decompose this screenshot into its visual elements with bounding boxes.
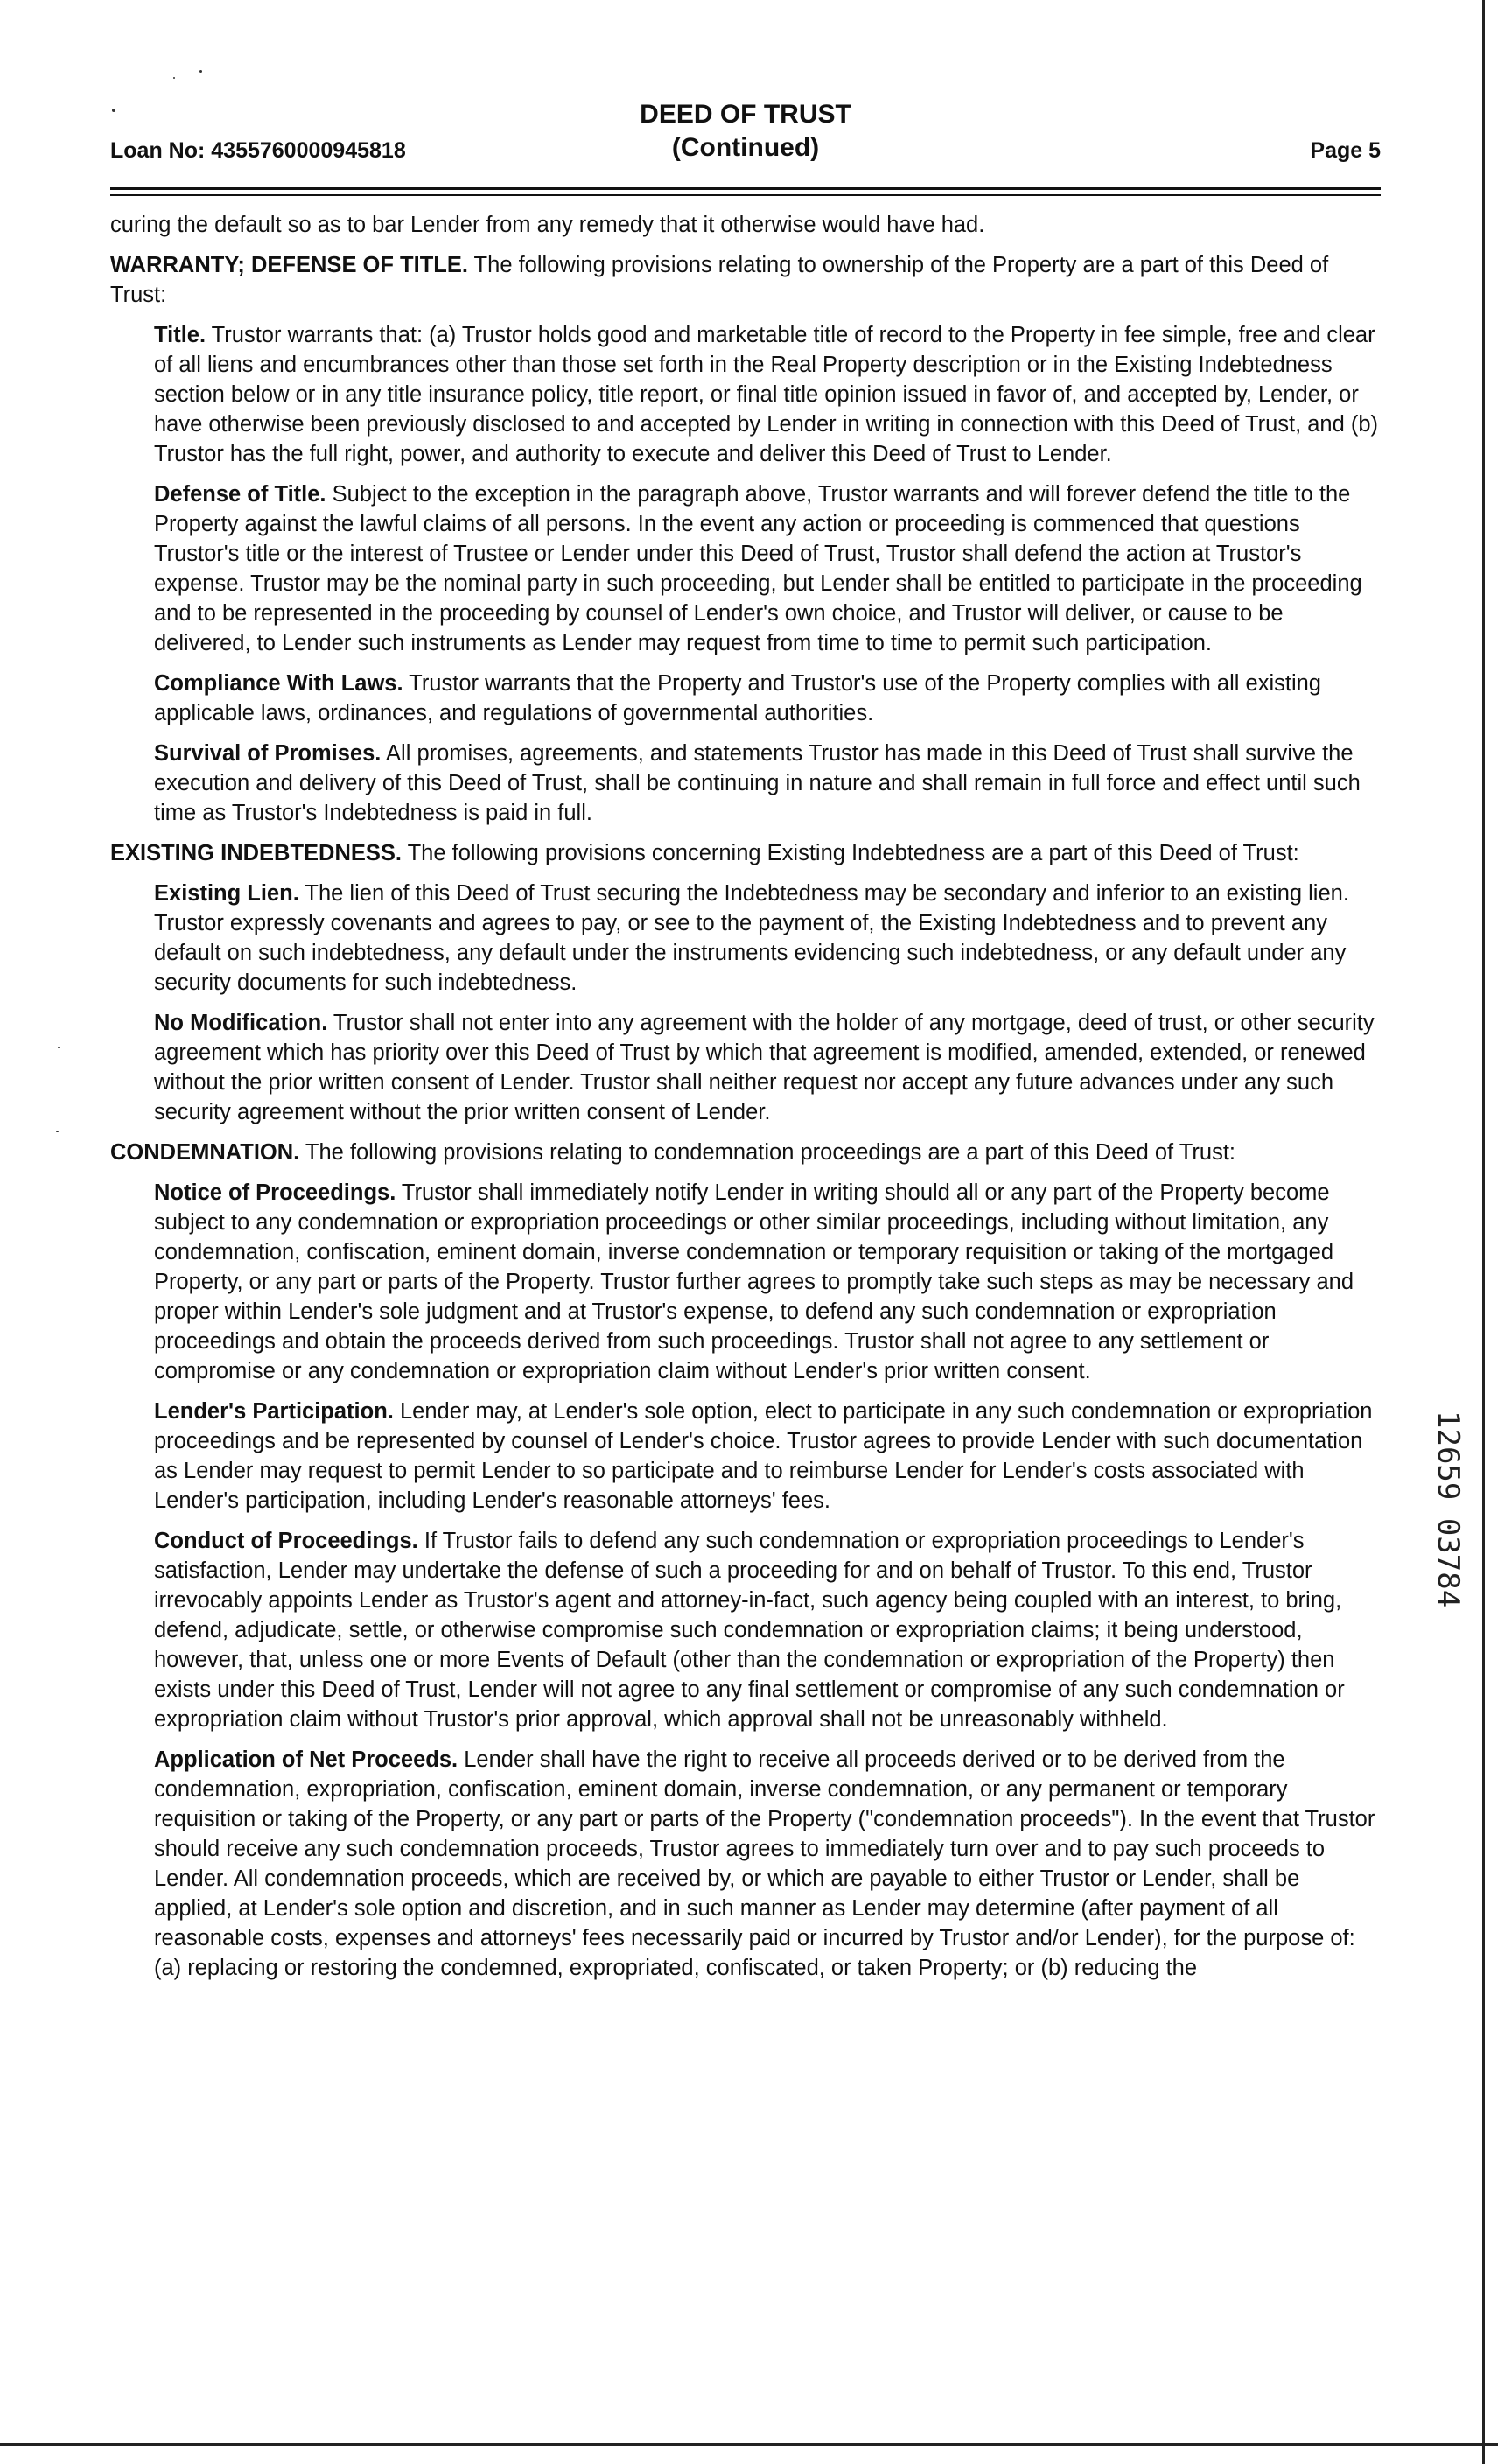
scan-speck (200, 70, 202, 73)
section-paragraph (110, 250, 1381, 310)
paragraph-heading: Existing Lien. (154, 881, 299, 906)
paragraph-heading: Defense of Title. (154, 482, 326, 507)
paragraph-text: Trustor shall immediately notify Lender in writing should all or any part of the Property become subject to any condemnation or expropriation proceedings or other similar proceedings, including without limitation, any condemnation, confiscation, eminent domain, inverse condemnation or temporary requisition or taking of the mortgaged Property, or any part or parts of the Property. Trustor further agrees to promptly take such steps as may be necessary and proper within Lender's sole judgment and at Trustor's expense, to defend any such condemnation or expropriation proceedings and obtain the proceeds derived from such proceedings. Trustor shall not agree to any settlement or compromise or any condemnation or expropriation claim without Lender's prior written consent. (154, 1180, 1354, 1383)
paragraph-text: All promises, agreements, and statements Trustor has made in this Deed of Trust shall survive the execution and delivery of this Deed of Trust, shall be continuing in nature and shall remain in full force and effect until such time as Trustor's Indebtedness is paid in full. (154, 741, 1361, 825)
margin-recording-number: 12659 03784 (1431, 1410, 1466, 1608)
page-header (110, 96, 1381, 166)
scan-speck (56, 1130, 59, 1132)
page-right-border (1482, 0, 1485, 2464)
subsection-paragraph (110, 1745, 1381, 1983)
page-bottom-border (0, 2443, 1498, 2446)
document-body (110, 210, 1381, 1993)
section-paragraph (110, 210, 1381, 240)
paragraph-heading: WARRANTY; DEFENSE OF TITLE. (110, 253, 468, 277)
title-line-1: DEED OF TRUST (640, 100, 851, 129)
document-title (110, 98, 1381, 164)
section-paragraph (110, 1138, 1381, 1167)
subsection-paragraph (110, 1178, 1381, 1386)
paragraph-text: Subject to the exception in the paragraph above, Trustor warrants and will forever defend the title to the Property against the lawful claims of all persons. In the event any action or proceeding is commenced that questions Trustor's title or the interest of Trustee or Lender under this Deed of Trust, Trustor shall defend the action at Trustor's expense. Trustor may be the nominal party in such proceeding, but Lender shall be entitled to participate in the proceeding and to be represented in the proceeding by counsel of Lender's own choice, and Trustor will deliver, or cause to be delivered, to Lender such instruments as Lender may request from time to time to permit such participation. (154, 482, 1362, 655)
subsection-paragraph (110, 480, 1381, 658)
paragraph-text: The following provisions relating to condemnation proceedings are a part of this Deed of Trust: (299, 1140, 1236, 1165)
header-rule (110, 187, 1381, 190)
paragraph-text: If Trustor fails to defend any such condemnation or expropriation proceedings to Lender's satisfaction, Lender may undertake the defense of such a proceeding for and on behalf of Trustor. To this end, Trustor irrevocably appoints Lender as Trustor's agent and attorney-in-fact, such agency being coupled with an interest, to bring, defend, adjudicate, settle, or otherwise compromise such condemnation or expropriation claims; it being understood, however, that, unless one or more Events of Default (other than the condemnation or expropriation of the Property) then exists under this Deed of Trust, Lender will not agree to any final settlement or compromise of any such condemnation or expropriation claim without Trustor's prior approval, which approval shall not be unreasonably withheld. (154, 1529, 1345, 1732)
paragraph-heading: Notice of Proceedings. (154, 1180, 396, 1205)
paragraph-heading: CONDEMNATION. (110, 1140, 300, 1165)
paragraph-text: curing the default so as to bar Lender from any remedy that it otherwise would have had. (110, 213, 985, 237)
paragraph-heading: Application of Net Proceeds. (154, 1747, 458, 1772)
paragraph-heading: Survival of Promises. (154, 741, 382, 766)
paragraph-heading: Compliance With Laws. (154, 671, 403, 696)
paragraph-heading: Lender's Participation. (154, 1399, 394, 1424)
paragraph-text: Lender shall have the right to receive all proceeds derived or to be derived from the condemnation, expropriation, confiscation, eminent domain, inverse condemnation, or any permanent or temporary requisition or taking of the Property, or any part or parts of the Property ("condemnation proceeds"). In the event that Trustor should receive any such condemnation proceeds, Trustor agrees to immediately turn over and to pay such proceeds to Lender. All condemnation proceeds, which are received by, or which are payable to either Trustor or Lender, shall be applied, at Lender's sole option and discretion, and in such manner as Lender may determine (after payment of all reasonable costs, expenses and attorneys' fees necessarily paid or incurred by Trustor and/or Lender), for the purpose of: (a) replacing or restoring the condemned, expropriated, confiscated, or taken Property; or (b) reducing the (154, 1747, 1376, 1980)
section-paragraph (110, 838, 1381, 868)
subsection-paragraph (110, 1526, 1381, 1734)
subsection-paragraph (110, 668, 1381, 728)
paragraph-heading: Conduct of Proceedings. (154, 1529, 418, 1553)
loan-number: Loan No: 4355760000945818 (110, 138, 406, 163)
scan-speck (173, 77, 175, 79)
paragraph-text: Trustor warrants that the Property and Trustor's use of the Property complies with all existing applicable laws, ordinances, and regulations of governmental authorities. (154, 671, 1321, 725)
paragraph-heading: No Modification. (154, 1011, 328, 1035)
page-number: Page 5 (1310, 138, 1381, 163)
paragraph-text: Trustor shall not enter into any agreement with the holder of any mortgage, deed of trust, or other security agreement which has priority over this Deed of Trust by which that agreement is modified, amended, extended, or renewed without the prior written consent of Lender. Trustor shall neither request nor accept any future advances under any such security agreement without the prior written consent of Lender. (154, 1011, 1375, 1124)
paragraph-text: Lender may, at Lender's sole option, elect to participate in any such condemnation or expropriation proceedings and be represented by counsel of Lender's choice. Trustor agrees to provide Lender with such documentation as Lender may request to permit Lender to so participate and to reimburse Lender for Lender's costs associated with Lender's participation, including Lender's reasonable attorneys' fees. (154, 1399, 1373, 1513)
paragraph-heading: EXISTING INDEBTEDNESS. (110, 841, 402, 865)
paragraph-text: The lien of this Deed of Trust securing the Indebtedness may be secondary and inferior to an existing lien. Trustor expressly covenants and agrees to pay, or see to the payment of, the Existing Indebtedness and to prevent any default on such indebtedness, any default under the instruments evidencing such indebtedness, or any default under any security documents for such indebtedness. (154, 881, 1349, 995)
title-line-2: (Continued) (671, 133, 820, 162)
subsection-paragraph (110, 1008, 1381, 1127)
paragraph-text: The following provisions concerning Existing Indebtedness are a part of this Deed of Trust: (401, 841, 1299, 865)
scan-speck (58, 1046, 60, 1048)
subsection-paragraph (110, 1396, 1381, 1516)
subsection-paragraph (110, 878, 1381, 998)
paragraph-text: The following provisions relating to ownership of the Property are a part of this Deed of Trust: (110, 253, 1329, 307)
subsection-paragraph (110, 738, 1381, 828)
paragraph-text: Trustor warrants that: (a) Trustor holds good and marketable title of record to the Property in fee simple, free and clear of all liens and encumbrances other than those set forth in the Real Property description or in the Existing Indebtedness section below or in any title insurance policy, title report, or final title opinion issued in favor of, and accepted by, Lender, or have otherwise been previously disclosed to and accepted by Lender in writing in connection with this Deed of Trust, and (b) Trustor has the full right, power, and authority to execute and deliver this Deed of Trust to Lender. (154, 323, 1379, 466)
header-rule (110, 194, 1381, 196)
subsection-paragraph (110, 320, 1381, 469)
paragraph-heading: Title. (154, 323, 206, 347)
